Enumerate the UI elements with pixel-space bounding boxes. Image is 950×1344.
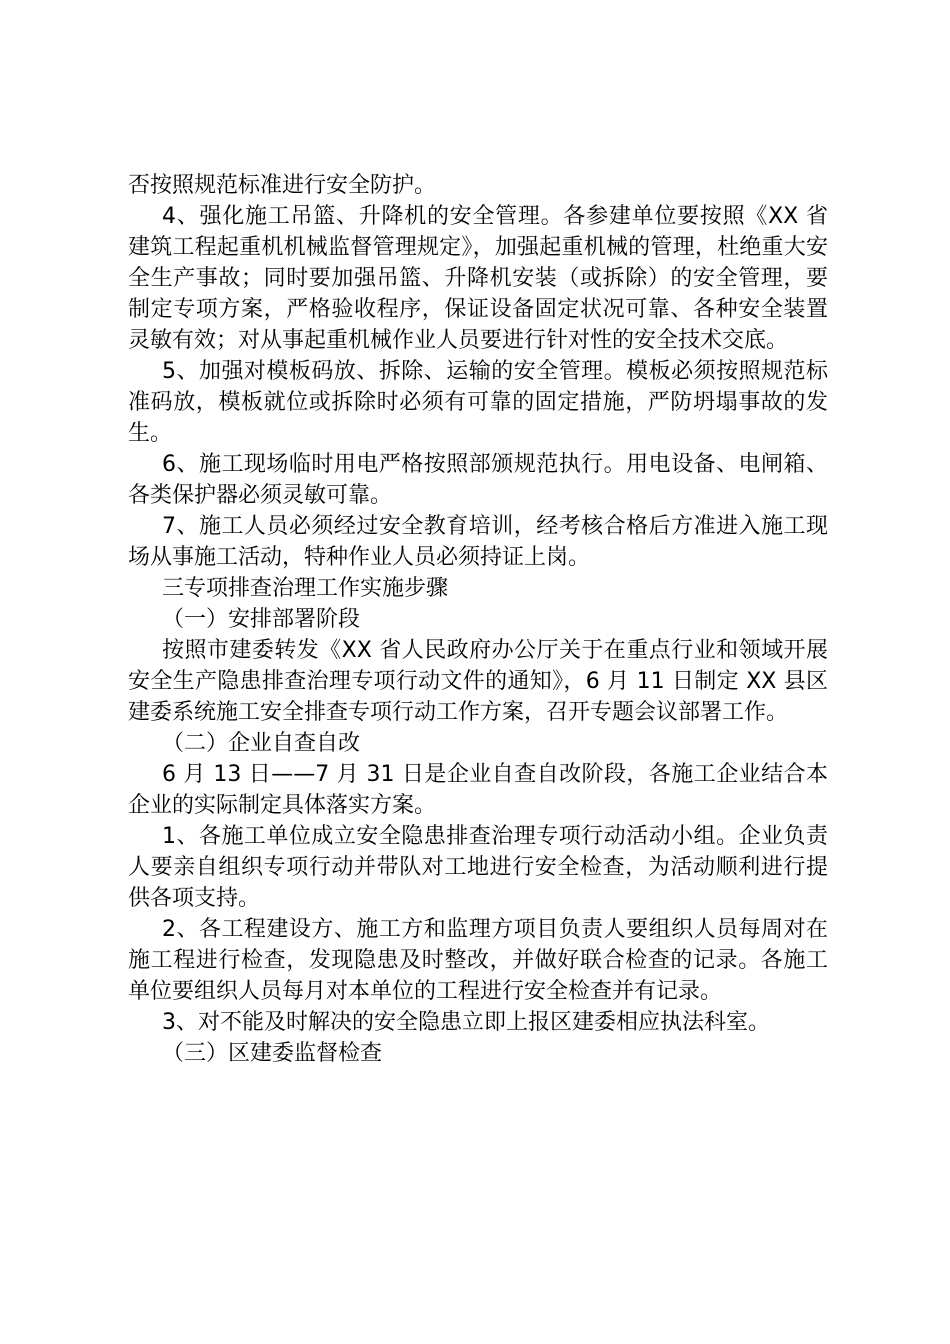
paragraph-self-check-2: 2、各工程建设方、施工方和监理方项目负责人要组织人员每周对在施工程进行检查，发现隐患及时整改，并做好联合检查的记录。各施工单位要组织人员每月对本单位的工程进行安全检查并有记录。 [128,917,828,1004]
paragraph-item-4: 4、强化施工吊篮、升降机的安全管理。各参建单位要按照《XX 省建筑工程起重机机械监督管理规定》，加强起重机械的管理，杜绝重大安全生产事故；同时要加强吊篮、升降机安装（或拆除）的安全管理，要制定专项方案，严格验收程序，保证设备固定状况可靠、各种安全装置灵敏有效；对从事起重机械作业人员要进行针对性的安全技术交底。 [128,204,828,353]
paragraph-self-check-1: 1、各施工单位成立安全隐患排查治理专项行动活动小组。企业负责人要亲自组织专项行动并带队对工地进行安全检查，为活动顺利进行提供各项支持。 [128,824,828,911]
paragraph-deployment: 按照市建委转发《XX 省人民政府办公厅关于在重点行业和领域开展安全生产隐患排查治理专项行动文件的通知》，6 月 11 日制定 XX 县区建委系统施工安全排查专项行动工作方案，召开专题会议部署工作。 [128,638,828,725]
document-body [128,170,828,1069]
paragraph-continuation: 否按照规范标准进行安全防护。 [128,173,437,198]
paragraph-self-check-3: 3、对不能及时解决的安全隐患立即上报区建委相应执法科室。 [162,1010,770,1035]
subsection-heading-3: （三）区建委监督检查 [162,1041,383,1066]
section-heading-3: 三专项排查治理工作实施步骤 [162,576,449,601]
paragraph-item-7: 7、施工人员必须经过安全教育培训，经考核合格后方准进入施工现场从事施工活动，特种作业人员必须持证上岗。 [128,514,828,570]
paragraph-item-5: 5、加强对模板码放、拆除、运输的安全管理。模板必须按照规范标准码放，模板就位或拆除时必须有可靠的固定措施，严防坍塌事故的发生。 [128,359,828,446]
paragraph-item-6: 6、施工现场临时用电严格按照部颁规范执行。用电设备、电闸箱、各类保护器必须灵敏可靠。 [128,452,828,508]
paragraph-self-check-period: 6 月 13 日——7 月 31 日是企业自查自改阶段，各施工企业结合本企业的实际制定具体落实方案。 [128,762,828,818]
subsection-heading-2: （二）企业自查自改 [162,731,361,756]
subsection-heading-1: （一）安排部署阶段 [162,607,361,632]
